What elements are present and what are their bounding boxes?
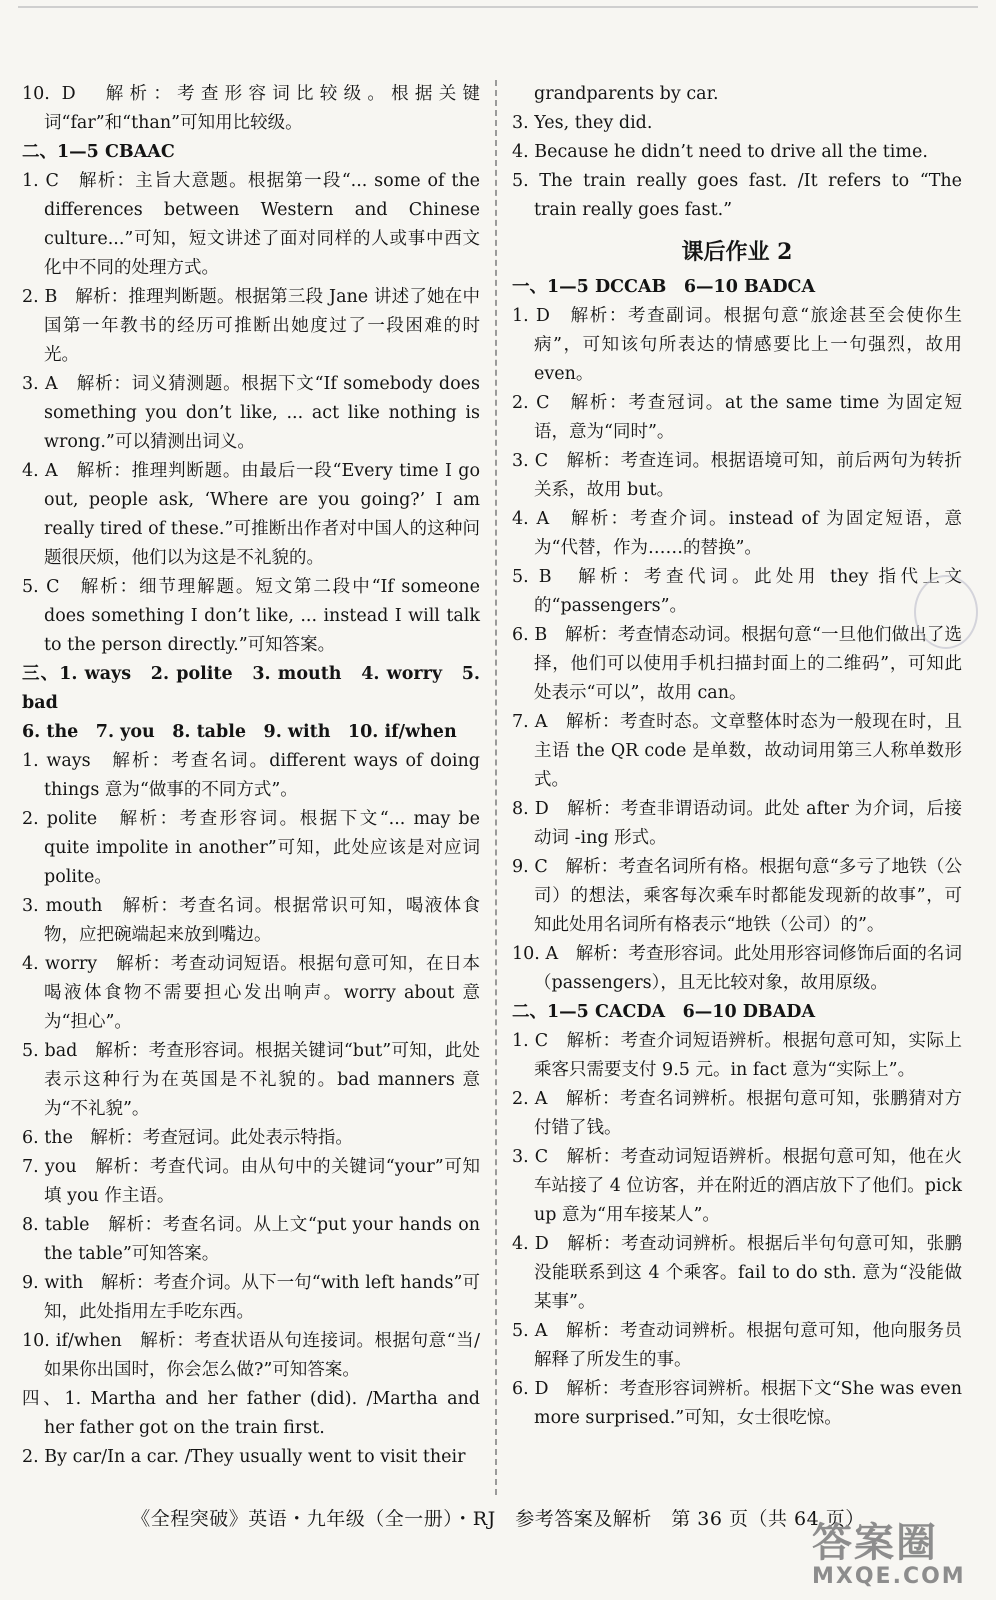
answer-line: 4. worry 解析：考查动词短语。根据句意可知，在日本喝液体食物不需要担心发出响声。worry about 意为“担心”。: [22, 954, 480, 1032]
answer-line: 2. B 解析：推理判断题。根据第三段 Jane 讲述了她在中国第一年教书的经历可推断出她度过了一段困难的时光。: [22, 287, 480, 365]
answer-line: 2. C 解析：考查冠词。at the same time 为固定短语，意为“同时”。: [512, 393, 962, 442]
answer-line: 6. the 解析：考查冠词。此处表示特指。: [22, 1128, 353, 1148]
answer-line: 10. D 解析：考查形容词比较级。根据关键词“far”和“than”可知用比较级。: [22, 84, 480, 133]
column-divider: [495, 80, 497, 1495]
answer-line: 三、1. ways 2. polite 3. mouth 4. worry 5. bad: [22, 664, 480, 713]
logo-text: 答案圈: [812, 1520, 938, 1566]
page-footer: 《全程突破》英语・九年级（全一册）・RJ 参考答案及解析 第 36 页（共 64 页）: [131, 1508, 865, 1530]
answer-line: 2. By car/In a car. /They usually went to visit their: [22, 1447, 466, 1467]
answer-line: 10. A 解析：考查形容词。此处用形容词修饰后面的名词（passengers），且无比较对象，故用原级。: [512, 944, 962, 993]
answer-line: 8. table 解析：考查名词。从上文“put your hands on the table”可知答案。: [22, 1215, 480, 1264]
answer-line: 5. C 解析：细节理解题。短文第二段中“If someone does something I don’t like, ... instead I will talk to the person directly.”可知答案。: [22, 577, 480, 655]
answer-line: 5. A 解析：考查动词辨析。根据句意可知，他向服务员解释了所发生的事。: [512, 1321, 962, 1370]
answer-line: 5. bad 解析：考查形容词。根据关键词“but”可知，此处表示这种行为在英国是不礼貌的。bad manners 意为“不礼貌”。: [22, 1041, 480, 1119]
answer-line: 1. ways 解析：考查名词。different ways of doing things 意为“做事的不同方式”。: [22, 751, 480, 800]
answer-line: 四、1. Martha and her father (did). /Martha and her father got on the train first.: [22, 1389, 480, 1438]
answer-line: 3. mouth 解析：考查名词。根据常识可知，喝液体食物，应把碗端起来放到嘴边。: [22, 896, 480, 945]
answer-line: 1. C 解析：考查介词短语辨析。根据句意可知，实际上乘客只需要支付 9.5 元。in fact 意为“实际上”。: [512, 1031, 962, 1080]
answer-line: 3. A 解析：词义猜测题。根据下文“If somebody does something you don’t like, ... act like nothing is wrong.”可以猜测出词义。: [22, 374, 480, 452]
answer-line: 9. with 解析：考查介词。从下一句“with left hands”可知，此处指用左手吃东西。: [22, 1273, 480, 1322]
answer-line: 3. Yes, they did.: [512, 113, 653, 133]
answer-line: 4. Because he didn’t need to drive all the time.: [512, 142, 928, 162]
answer-line: 7. A 解析：考查时态。文章整体时态为一般现在时，且主语 the QR code 是单数，故动词用第三人称单数形式。: [512, 712, 962, 790]
site-logo: [812, 1520, 980, 1592]
answer-line: 5. The train really goes fast. /It refers to “The train really goes fast.”: [512, 171, 962, 220]
left-column: [22, 80, 480, 1472]
answer-line: 5. B 解析：考查代词。此处用 they 指代上文的“passengers”。: [512, 567, 962, 616]
stamp-seal: [914, 575, 978, 649]
answer-line: 二、1—5 CBAAC: [22, 142, 175, 162]
answer-line: 4. A 解析：考查介词。instead of 为固定短语，意为“代替，作为……的替换”。: [512, 509, 962, 558]
top-rule: [18, 6, 978, 8]
answer-line: 9. C 解析：考查名词所有格。根据句意“多亏了地铁（公司）的想法，乘客每次乘车时都能发现新的故事”，可知此处用名词所有格表示“地铁（公司）的”。: [512, 857, 962, 935]
answer-line: 8. D 解析：考查非谓语动词。此处 after 为介词，后接动词 -ing 形式。: [512, 799, 962, 848]
answer-line: 4. D 解析：考查动词辨析。根据后半句句意可知，张鹏没能联系到这 4 个乘客。fail to do sth. 意为“没能做某事”。: [512, 1234, 962, 1312]
right-column: [512, 80, 962, 1433]
answer-line: 4. A 解析：推理判断题。由最后一段“Every time I go out, people ask, ‘Where are you going?’ I am really tired of these.”可推断出作者对中国人的这种问题很厌烦，他们以为这是不礼貌的。: [22, 461, 480, 568]
answer-line: 10. if/when 解析：考查状语从句连接词。根据句意“当/如果你出国时，你会怎么做?”可知答案。: [22, 1331, 480, 1380]
answer-line: 7. you 解析：考查代词。由从句中的关键词“your”可知填 you 作主语。: [22, 1157, 480, 1206]
answer-line: grandparents by car.: [534, 84, 719, 104]
logo-url: MXQE.COM: [812, 1564, 966, 1589]
answer-line: 6. D 解析：考查形容词辨析。根据下文“She was even more surprised.”可知，女士很吃惊。: [512, 1379, 962, 1428]
answer-line: 2. polite 解析：考查形容词。根据下文“... may be quite impolite in another”可知，此处应该是对应词 polite。: [22, 809, 480, 887]
answer-line: 3. C 解析：考查动词短语辨析。根据句意可知，他在火车站接了 4 位访客，并在附近的酒店放下了他们。pick up 意为“用车接某人”。: [512, 1147, 962, 1225]
answer-line: 3. C 解析：考查连词。根据语境可知，前后两句为转折关系，故用 but。: [512, 451, 962, 500]
answer-line: 二、1—5 CACDA 6—10 DBADA: [512, 1002, 816, 1022]
answer-line: 1. C 解析：主旨大意题。根据第一段“... some of the differences between Western and Chinese culture...”可知，短文讲述了面对同样的人或事中西文化中不同的处理方式。: [22, 171, 480, 278]
answer-line: 2. A 解析：考查名词辨析。根据句意可知，张鹏猜对方付错了钱。: [512, 1089, 962, 1138]
section-title: 课后作业 2: [681, 239, 793, 265]
answer-line: 1. D 解析：考查副词。根据句意“旅途甚至会使你生病”，可知该句所表达的情感要比上一句强烈，故用 even。: [512, 306, 962, 384]
answer-line: 一、1—5 DCCAB 6—10 BADCA: [512, 277, 816, 297]
answer-line: 6. B 解析：考查情态动词。根据句意“一旦他们做出了选择，他们可以使用手机扫描封面上的二维码”，可知此处表示“可以”，故用 can。: [512, 625, 962, 703]
answer-line: 6. the 7. you 8. table 9. with 10. if/when: [22, 722, 457, 742]
